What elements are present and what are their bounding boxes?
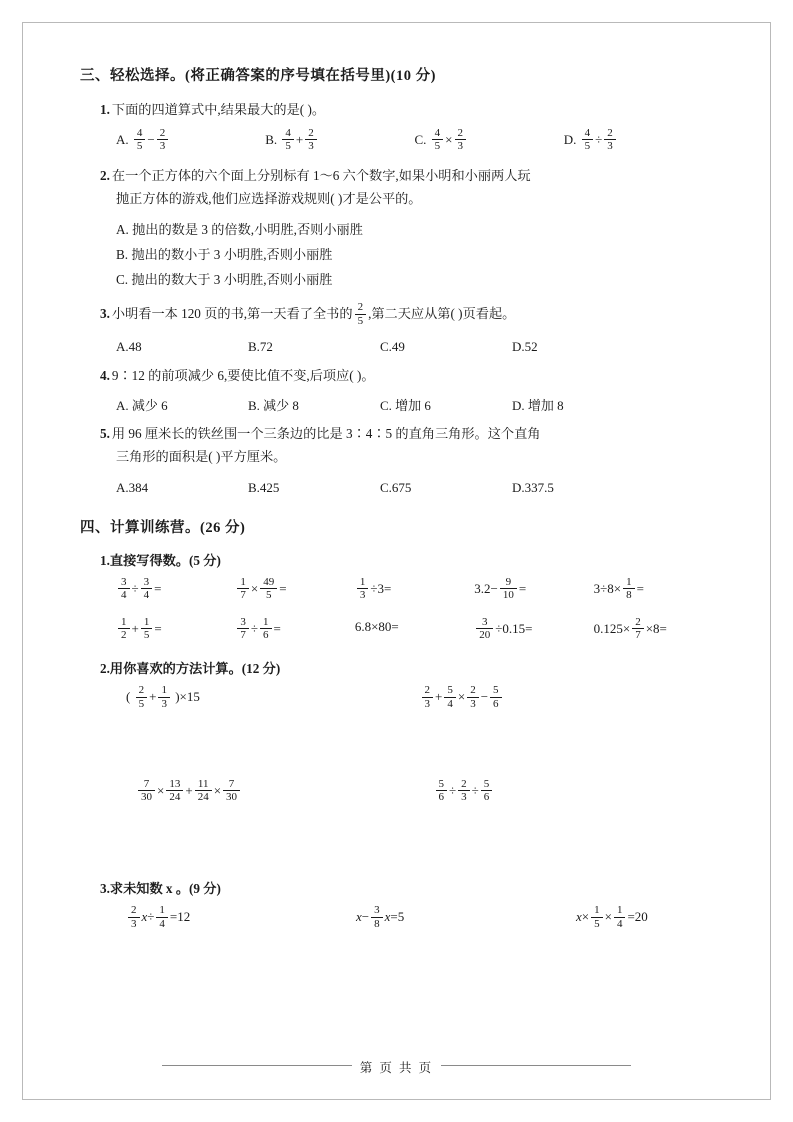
question-3-text-b: ,第二天应从第( )页看起。 xyxy=(368,306,516,322)
option-c: C.675 xyxy=(380,479,412,495)
question-2-line-1: 在一个正方体的六个面上分别标有 1～6 六个数字,如果小明和小丽两人玩 xyxy=(111,167,531,183)
section-heading-3: 三、轻松选择。(将正确答案的序号填在括号里)(10 分) xyxy=(80,68,436,84)
subquestion-3-title: 求未知数 x 。(9 分) xyxy=(109,881,221,897)
option-b: B.425 xyxy=(248,479,280,495)
solve-x-row xyxy=(80,905,713,931)
option-d: D.52 xyxy=(512,338,538,354)
footer-rule-right xyxy=(441,1065,631,1066)
calc-item: $\frac{3}{7}$ ÷ $\frac{1}{6}$ = xyxy=(235,617,354,643)
method-calc-row-2 xyxy=(80,779,713,805)
question-3-options xyxy=(80,335,713,360)
option-c: C.49 xyxy=(380,338,405,354)
option-c: C. 增加 6 xyxy=(380,397,431,413)
calc-item: 6.8×80= xyxy=(354,618,399,634)
footer-text: 第 页 共 页 xyxy=(359,1061,434,1075)
question-1-options xyxy=(80,128,713,154)
question-2-line-2: 抛正方体的游戏,他们应选择游戏规则( )才是公平的。 xyxy=(116,190,422,206)
option-a: A. $\frac{4}{5}$ − $\frac{2}{3}$ xyxy=(116,128,265,154)
subquestion-2-title: 用你喜欢的方法计算。(12 分) xyxy=(109,661,281,677)
subquestion-2-number: 2. xyxy=(100,661,110,677)
question-2 xyxy=(80,164,713,210)
oral-calc-row-1 xyxy=(80,577,713,603)
subquestion-1-title: 直接写得数。(5 分) xyxy=(109,552,221,568)
footer-rule-left xyxy=(162,1065,352,1066)
calc-item: $\frac{2}{3}$ x÷ $\frac{1}{4}$ =12 xyxy=(126,905,356,931)
question-3-text-a: 小明看一本 120 页的书,第一天看了全书的 xyxy=(111,306,353,322)
question-4-number: 4. xyxy=(100,367,110,383)
section-heading-4: 四、计算训练营。(26 分) xyxy=(80,520,246,537)
subquestion-1-label xyxy=(80,550,713,569)
calc-item: x× $\frac{1}{5}$ × $\frac{1}{4}$ =20 xyxy=(576,904,648,930)
option-d: D. 增加 8 xyxy=(512,397,564,413)
work-space-1 xyxy=(80,711,713,779)
calc-item: ( $\frac{2}{5}$ + $\frac{1}{3}$ )×15 xyxy=(126,684,200,710)
option-b: B.72 xyxy=(248,338,273,354)
option-b: B. 减少 8 xyxy=(248,397,299,413)
option-b: B. $\frac{4}{5}$ + $\frac{2}{3}$ xyxy=(265,128,414,154)
question-5-line-1: 用 96 厘米长的铁丝围一个三条边的比是 3∶4∶5 的直角三角形。这个直角 xyxy=(111,426,541,442)
calc-item: x− $\frac{3}{8}$ x=5 xyxy=(356,904,405,930)
option-a: A.48 xyxy=(116,338,142,354)
option-a: A. 抛出的数是 3 的倍数,小明胜,否则小丽胜 xyxy=(116,221,363,237)
option-c: C. 抛出的数大于 3 小明胜,否则小丽胜 xyxy=(116,272,333,288)
option-a: A. 减少 6 xyxy=(116,397,168,413)
calc-item: $\frac{2}{3}$ + $\frac{5}{4}$ × $\frac{2}{3}$ − $\frac{5}{6}$ xyxy=(420,685,714,711)
question-2-number: 2. xyxy=(100,167,110,183)
question-5 xyxy=(80,422,713,468)
question-4-options xyxy=(80,394,713,419)
subquestion-2-label xyxy=(80,658,713,677)
calc-item: $\frac{1}{2}$ + $\frac{1}{5}$ = xyxy=(116,617,235,643)
work-space-2 xyxy=(80,804,713,872)
option-d: D. $\frac{4}{5}$ ÷ $\frac{2}{3}$ xyxy=(564,128,713,154)
option-a: A.384 xyxy=(116,479,149,495)
question-4-text: 9∶12 的前项减少 6,要使比值不变,后项应( )。 xyxy=(111,367,375,383)
oral-calc-row-2 xyxy=(80,617,713,643)
question-5-line-2: 三角形的面积是( )平方厘米。 xyxy=(116,449,287,465)
calc-item: 0.125× $\frac{2}{7}$ ×8= xyxy=(593,615,667,641)
page-footer xyxy=(0,1058,793,1076)
question-4 xyxy=(80,364,713,387)
question-2-options xyxy=(80,217,713,292)
calc-item: 3÷8× $\frac{1}{8}$ = xyxy=(593,575,644,602)
calc-item: $\frac{1}{7}$ × $\frac{49}{5}$ = xyxy=(235,577,354,603)
calc-item: $\frac{7}{30}$ × $\frac{13}{24}$ + $\frac{11}{24}$ × $\frac{7}{30}$ xyxy=(136,779,416,805)
method-calc-row-1 xyxy=(80,685,713,711)
question-1 xyxy=(80,98,713,121)
fraction-two-fifths: $\frac{2}{5}$ xyxy=(355,301,367,327)
question-1-text: 下面的四道算式中,结果最大的是( )。 xyxy=(111,101,326,117)
subquestion-1-number: 1. xyxy=(100,552,110,568)
calc-item: 3.2− $\frac{9}{10}$ = xyxy=(474,575,527,602)
calc-item: $\frac{3}{20}$ ÷0.15= xyxy=(474,617,593,643)
page-content xyxy=(34,28,759,931)
subquestion-3-label xyxy=(80,878,713,897)
question-1-number: 1. xyxy=(100,101,110,117)
option-d: D.337.5 xyxy=(512,479,554,495)
question-5-options xyxy=(80,476,713,501)
question-3 xyxy=(80,302,713,328)
option-c: C. $\frac{4}{5}$ × $\frac{2}{3}$ xyxy=(415,128,564,154)
question-3-number: 3. xyxy=(100,306,110,322)
calc-item: $\frac{1}{3}$ ÷3= xyxy=(355,577,474,603)
option-b: B. 抛出的数小于 3 小明胜,否则小丽胜 xyxy=(116,246,333,262)
calc-item: $\frac{3}{4}$ ÷ $\frac{3}{4}$ = xyxy=(116,577,235,603)
calc-item: $\frac{5}{6}$ ÷ $\frac{2}{3}$ ÷ $\frac{5}{6}$ xyxy=(416,779,714,805)
subquestion-3-number: 3. xyxy=(100,881,110,897)
question-5-number: 5. xyxy=(100,426,110,442)
